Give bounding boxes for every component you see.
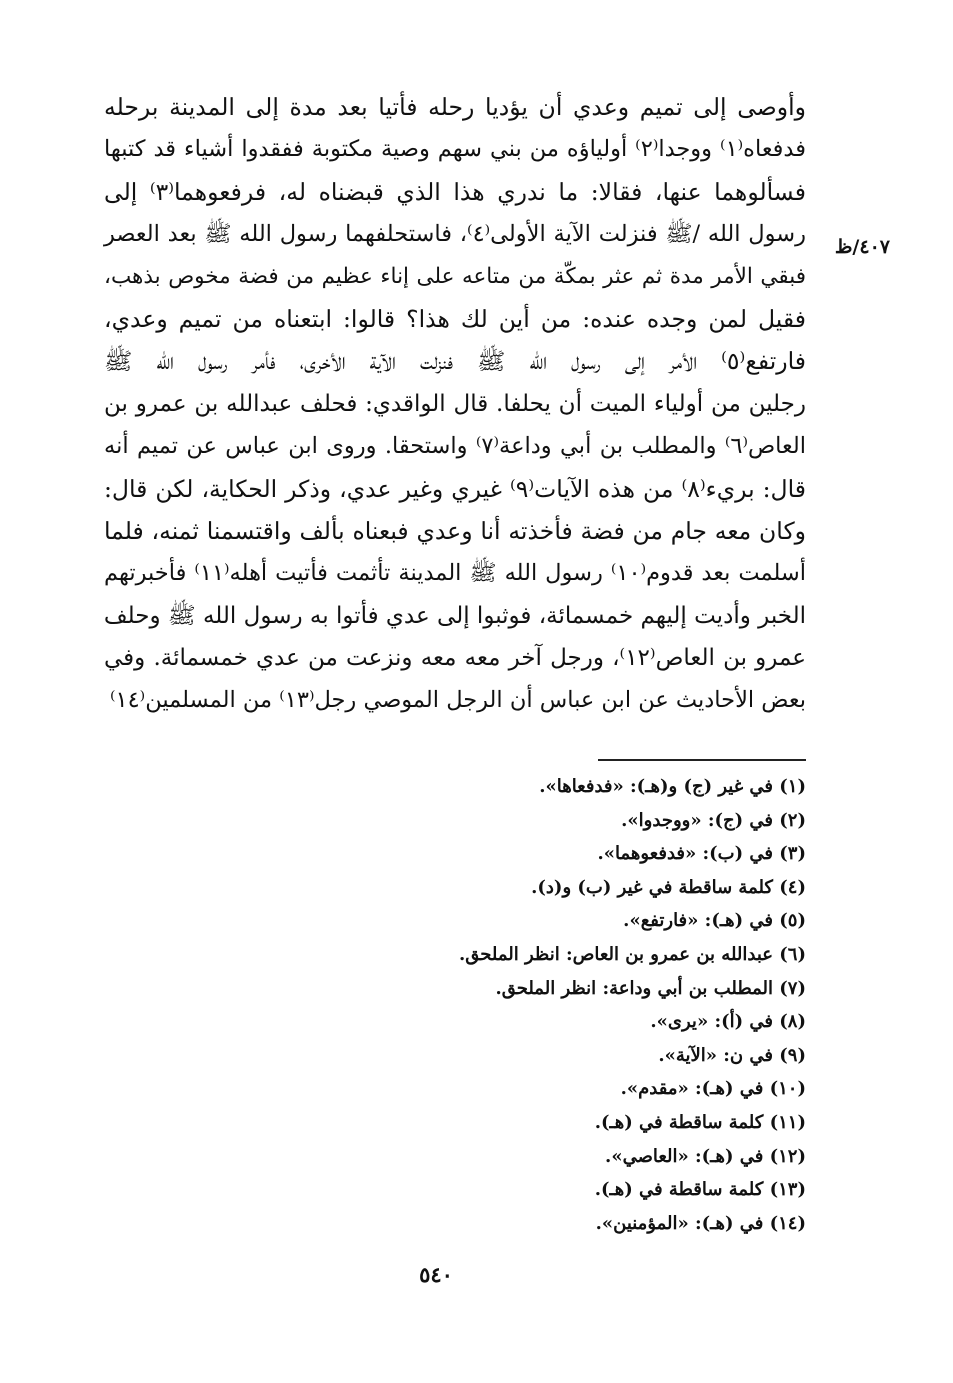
footnote: (٩) في ن: «الآية». xyxy=(658,1044,806,1066)
text-line: العاص⁽٦⁾ والمطلب بن أبي وداعة⁽٧⁾ واستحقا. وروى ابن عباس عن تميم أنه xyxy=(104,433,806,460)
footnote-separator xyxy=(598,759,806,761)
text-line: الخبر وأديت إليهم خمسمائة، فوثبوا إلى عدي فأتوا به رسول الله ﷺ وحلف xyxy=(103,602,806,629)
footnote: (١١) كلمة ساقطة في (هـ). xyxy=(594,1111,806,1133)
text-line: وكان معه جام من فضة فأخذته أنا وعدي فبعناه بألف واقتسمنا ثمنه، فلما xyxy=(104,516,806,545)
text-line: فدفعاه⁽١⁾ ووجدا⁽٢⁾ أولياؤه من بني سهم وصية مكتوبة ففقدوا أشياء قد كتبها xyxy=(104,136,807,163)
text-line: رجلين من أولياء الميت أن يحلفا. قال الواقدي: فحلف عبدالله بن عمرو بن xyxy=(104,390,806,417)
footnote: (٨) في (أ): «يرى». xyxy=(650,1011,806,1033)
footnote: (١٤) في (هـ): «المؤمنين». xyxy=(595,1212,806,1234)
margin-folio-note: ٤٠٧/ظ xyxy=(834,236,890,258)
text-line: عمرو بن العاص⁽١٢⁾، ورجل آخر معه معه ونزعت من عدي خمسمائة. وفي xyxy=(104,645,806,672)
text-line: وأوصى إلى تميم وعدي أن يؤديا رحله فأتيا بعد مدة إلى المدينة برحله xyxy=(104,93,806,121)
footnote: (١٢) في (هـ): «العاصي». xyxy=(605,1145,806,1167)
text-line: فارتفع⁽٥⁾ الأمر إلى رسول الله ﷺ فنزلت الآية الأخرى، فأمر رسول الله ﷺ xyxy=(104,347,806,376)
main-text xyxy=(104,86,806,722)
text-line: أسلمت بعد قدوم⁽١٠⁾ رسول الله ﷺ المدينة تأثمت فأتيت أهله⁽١١⁾ فأخبرتهم xyxy=(104,560,807,587)
footnote: (٧) المطلب بن أبي وداعة: انظر الملحق. xyxy=(495,977,806,999)
footnote: (١) في غير (ج) و(هـ): «فدفعاها». xyxy=(539,776,806,797)
footnote: (١٠) في (هـ): «مقدم». xyxy=(620,1078,806,1100)
footnote: (١٣) كلمة ساقطة في (هـ). xyxy=(594,1179,806,1201)
footnote: (٣) في (ب): «فدفعوهما». xyxy=(597,843,806,865)
footnote: (٤) كلمة ساقطة في غير (ب) و(د). xyxy=(531,876,806,898)
text-line: فسألوهما عنها، فقالا: ما ندري هذا الذي قبضناه له، فرفعوهما⁽٣⁾ إلى xyxy=(104,177,806,206)
footnote: (٦) عبدالله بن عمرو بن العاص: انظر الملحق. xyxy=(458,943,806,965)
footnote: (٥) في (هـ): «فارتفع». xyxy=(623,910,806,932)
text-line: قال: بريء⁽٨⁾ من هذه الآيات⁽٩⁾ غيري وغير عدي، وذكر الحكاية، لكن قال: xyxy=(104,474,807,503)
text-line: فبقي الأمر مدة ثم عثر بمكّة من متاعه على إناء عظيم من فضة مخوص بذهب، xyxy=(104,263,806,289)
text-line: بعض الأحاديث عن ابن عباس أن الرجل الموصي رجل⁽١٣⁾ من المسلمين⁽١٤⁾ xyxy=(109,687,806,714)
text-line: فقيل لمن وجده عنده: من أين لك هذا؟ قالوا: ابتعناه من تميم وعدي، xyxy=(104,304,806,333)
page-number: ٥٤٠ xyxy=(419,1262,453,1287)
text-line: رسول الله /ﷺ فنزلت الآية الأولى⁽٤⁾، فاستحلفهما رسول الله ﷺ بعد العصر xyxy=(104,221,806,248)
footnote: (٢) في (ج): «ووجدوا». xyxy=(621,809,806,831)
footnotes xyxy=(300,770,806,1240)
